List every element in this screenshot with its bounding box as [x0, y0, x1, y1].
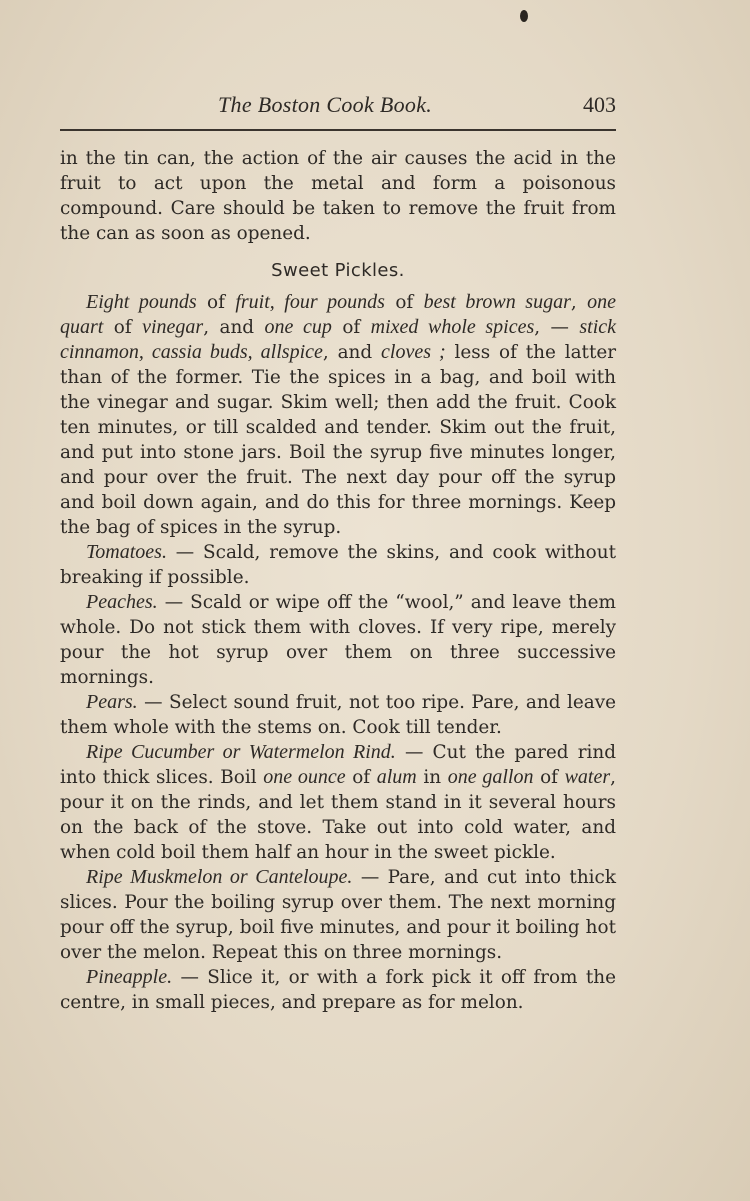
text-run: , pour it on the rinds, and let them stand in it several hours on the back of the stove. Take out into cold water, and when cold boil them half an hour in the sweet pickle. [60, 767, 616, 863]
ingredient: vinegar [142, 316, 204, 338]
text-run: of [331, 317, 371, 338]
recipe-text: — Select sound fruit, not too ripe. Pare, and leave them whole with the stems on. Cook till tender. [60, 692, 616, 738]
recipe-heading: Ripe Muskmelon or Canteloupe. [86, 866, 353, 888]
recipe-heading: Pineapple. [86, 966, 173, 988]
header-rule [60, 129, 616, 131]
text-run: of [196, 292, 236, 313]
pineapple-paragraph [60, 965, 616, 1015]
ingredient: stick cinnamon, cassia buds, allspice [60, 316, 617, 363]
recipe-text: — Scald, remove the skins, and cook without breaking if possible. [60, 542, 616, 588]
ingredient: Eight pounds [86, 291, 197, 313]
recipe-heading: Peaches. [86, 591, 158, 613]
cucumber-paragraph [60, 740, 616, 865]
recipe-heading: Tomatoes. [86, 541, 167, 563]
page-body [60, 146, 616, 1015]
text-run: of [533, 767, 565, 788]
page-number: 403 [583, 92, 616, 117]
ingredient: alum [376, 766, 417, 788]
text-run: , and [203, 317, 265, 338]
running-title: The Boston Cook Book. [218, 92, 433, 117]
text-run: , [570, 292, 588, 313]
recipe-text: — Pare, and cut into thick slices. Pour the boiling syrup over them. The next morning pour off the syrup, boil five minutes, and pour it boiling hot over the melon. Repeat this on three mornings. [60, 867, 616, 963]
text-run: , and [322, 342, 382, 363]
recipe-text: — Slice it, or with a fork pick it off from the centre, in small pieces, and prepare as for melon. [60, 967, 616, 1013]
tomatoes-paragraph [60, 540, 616, 590]
ingredient: best brown sugar [423, 291, 571, 313]
ingredient: one gallon [447, 766, 534, 788]
text-run: — Cut the pared rind into thick slices. Boil [60, 742, 616, 788]
section-title: Sweet Pickles. [271, 260, 405, 281]
ink-spot [520, 10, 528, 22]
recipe-heading: Pears. [86, 691, 138, 713]
recipe-text: — Scald or wipe off the “wool,” and leave them whole. Do not stick them with cloves. If very ripe, merely pour the hot syrup over them on three successive mornings. [60, 592, 616, 688]
recipe-heading: Ripe Cucumber or Watermelon Rind. [86, 741, 396, 763]
ingredient: one quart [60, 291, 616, 338]
text-run: of [384, 292, 424, 313]
text-run: of [345, 767, 377, 788]
text-run: in [416, 767, 448, 788]
text-run: of [103, 317, 143, 338]
ingredient: one ounce [263, 766, 346, 788]
text-run: , — [534, 317, 580, 338]
text-run: less of the latter than of the former. Tie the spices in a bag, and boil with the vinegar and sugar. Skim well; then add the fruit. Cook ten minutes, or till scalded and tender. Skim out the fruit, and put into stone jars. Boil the syrup five minutes longer, and pour over the fruit. The next day pour off the syrup and boil down again, and do this for three mornings. Keep the bag of spices in the syrup. [60, 342, 617, 538]
ingredient: water [564, 766, 611, 788]
peaches-paragraph [60, 590, 616, 690]
ingredient: mixed whole spices [370, 316, 535, 338]
intro-paragraph: in the tin can, the action of the air causes the acid in the fruit to act upon the metal and form a poisonous compound. Care should be taken to remove the fruit from the can as soon as opened. [60, 148, 616, 244]
ingredient: cloves ; [381, 341, 446, 363]
main-recipe-paragraph [60, 290, 616, 540]
page-header [60, 92, 616, 122]
ingredient: one cup [264, 316, 332, 338]
pears-paragraph [60, 690, 616, 740]
muskmelon-paragraph [60, 865, 616, 965]
ingredient: fruit, four pounds [235, 291, 385, 313]
